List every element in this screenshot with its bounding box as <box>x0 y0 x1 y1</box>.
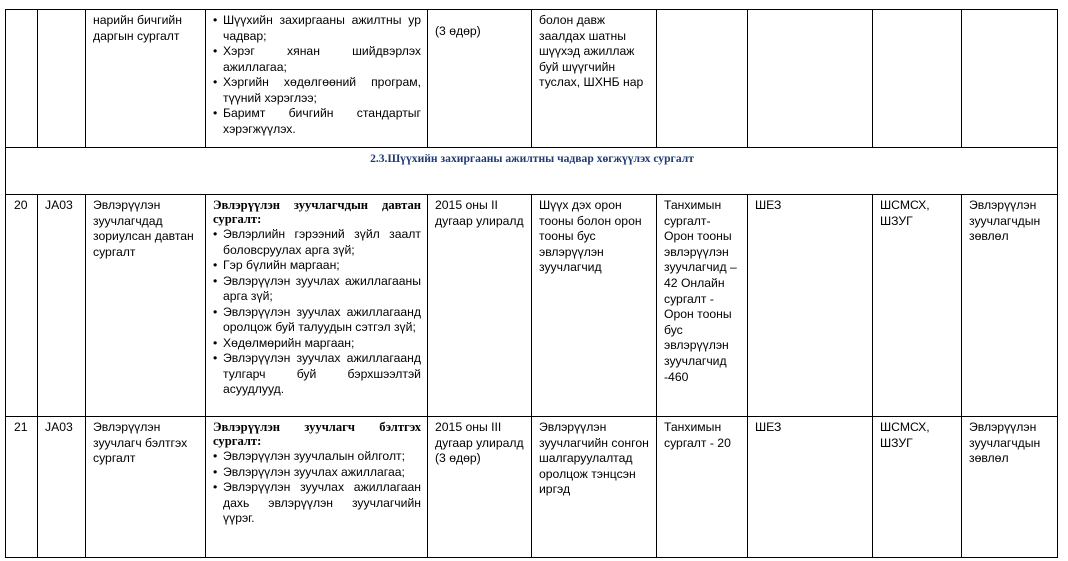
list-item: • Эвлэрүүлэн зуучлах ажиллагаа; <box>213 465 421 481</box>
cell-result: Эвлэрүүлэн зуучлагчдын зөвлөл <box>962 417 1058 558</box>
content-title: Эвлэрүүлэн зуучлагч бэлтгэх сургалт: <box>213 420 421 448</box>
time-text: (3 өдөр) <box>435 24 481 38</box>
list-item: • Эвлэрүүлэн зуучлах ажиллагаан дахь эвлэрүүлэн зуучлагчийн үүрэг. <box>213 480 421 527</box>
table-row <box>6 417 1058 558</box>
list-item: • Хэрэг хянан шийдвэрлэх ажиллагаа; <box>213 44 421 75</box>
cell-num: 20 <box>6 195 38 417</box>
cell-code <box>38 10 86 148</box>
content-bullet-list <box>213 227 421 398</box>
cell-format: Танхимын сургалт - 20 <box>657 417 748 558</box>
cell-organizer: ШЕЗ <box>748 417 873 558</box>
cell-partner: ШСМСХ, ШЗУГ <box>873 417 962 558</box>
cell-name: Эвлэрүүлэн зуучлагч бэлтгэх сургалт <box>86 417 206 558</box>
section-row <box>6 148 1058 195</box>
table-row <box>6 10 1058 148</box>
cell-time: 2015 оны III дугаар улиралд (3 өдөр) <box>428 417 532 558</box>
cell-participants: Эвлэрүүлэн зуучлагчийн сонгон шалгаруулалтад оролцож тэнцсэн иргэд <box>532 417 657 558</box>
cell-format: Танхимын сургалт- Орон тооны эвлэрүүлэн зуучлагчид – 42 Онлайн сургалт - Орон тооны бус эвлэрүүлэн зуучлагчид -460 <box>657 195 748 417</box>
cell-organizer <box>748 10 873 148</box>
cell-code: JA03 <box>38 195 86 417</box>
cell-result <box>962 10 1058 148</box>
list-item: • Эвлэрүүлэн зуучлалын ойлголт; <box>213 449 421 465</box>
cell-time <box>428 10 532 148</box>
content-bullet-list <box>213 449 421 527</box>
list-item: • Эвлэрүүлэн зуучлах ажиллагаанд оролцож буй талуудын сэтгэл зүй; <box>213 305 421 336</box>
content-bullet-list <box>213 13 421 137</box>
cell-name: Эвлэрүүлэн зуучлагчдад зориулсан давтан сургалт <box>86 195 206 417</box>
list-item: • Баримт бичгийн стандартыг хэрэгжүүлэх. <box>213 106 421 137</box>
cell-format <box>657 10 748 148</box>
content-title: Эвлэрүүлэн зуучлагчдын давтан сургалт: <box>213 198 421 226</box>
cell-partner: ШСМСХ, ШЗУГ <box>873 195 962 417</box>
list-item: • Эвлэрүүлэн зуучлах ажиллагааны арга зүй; <box>213 274 421 305</box>
cell-result: Эвлэрүүлэн зуучлагчдын зөвлөл <box>962 195 1058 417</box>
list-item: • Эвлэрүүлэн зуучлах ажиллагаанд тулгарч буй бэрхшээлтэй асуудлууд. <box>213 351 421 398</box>
cell-code: JA03 <box>38 417 86 558</box>
training-plan-table <box>5 9 1058 558</box>
section-title: 2.3.Шүүхийн захиргааны ажилтны чадвар хөгжүүлэх сургалт <box>6 148 1058 195</box>
cell-name: нарийн бичгийн даргын сургалт <box>86 10 206 148</box>
cell-participants: Шүүх дэх орон тооны болон орон тооны бус эвлэрүүлэн зуучлагчид <box>532 195 657 417</box>
cell-content <box>206 195 428 417</box>
cell-time: 2015 оны II дугаар улиралд <box>428 195 532 417</box>
cell-content <box>206 417 428 558</box>
list-item: • Гэр бүлийн маргаан; <box>213 258 421 274</box>
table-row <box>6 195 1058 417</box>
cell-partner <box>873 10 962 148</box>
list-item: • Эвлэрлийн гэрээний зүйл заалт боловсруулах арга зүй; <box>213 227 421 258</box>
list-item: • Хөдөлмөрийн маргаан; <box>213 336 421 352</box>
list-item: • Шүүхийн захиргааны ажилтны ур чадвар; <box>213 13 421 44</box>
cell-participants: болон давж заалдах шатны шүүхэд ажиллаж буй шүүгчийн туслах, ШХНБ нар <box>532 10 657 148</box>
list-item: • Хэргийн хөдөлгөөний програм, түүний хэрэглээ; <box>213 75 421 106</box>
cell-organizer: ШЕЗ <box>748 195 873 417</box>
cell-num: 21 <box>6 417 38 558</box>
cell-content <box>206 10 428 148</box>
cell-num <box>6 10 38 148</box>
